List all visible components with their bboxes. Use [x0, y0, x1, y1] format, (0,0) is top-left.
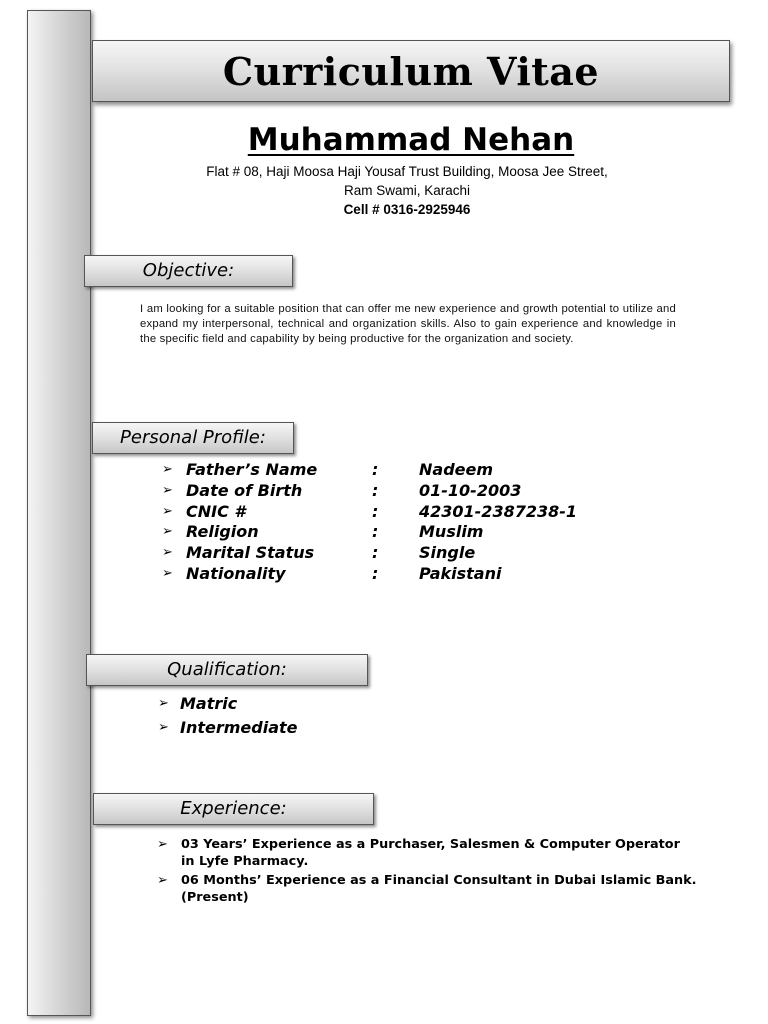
experience-heading: Experience: — [93, 793, 374, 825]
arrow-bullet-icon: ➢ — [158, 696, 169, 711]
arrow-bullet-icon: ➢ — [162, 545, 173, 561]
experience-text: 06 Months’ Experience as a Financial Consultant in Dubai Islamic Bank. (Present) — [181, 873, 697, 905]
profile-colon: : — [372, 501, 379, 521]
arrow-bullet-icon: ➢ — [162, 462, 173, 477]
arrow-bullet-icon: ➢ — [162, 565, 173, 581]
address-line-2: Ram Swami, Karachi — [343, 183, 471, 198]
profile-value: Nadeem — [419, 460, 494, 479]
experience-list — [157, 836, 697, 908]
profile-row-fathers-name — [162, 460, 582, 481]
arrow-bullet-icon: ➢ — [162, 524, 173, 540]
profile-label: Religion — [186, 522, 259, 542]
profile-row-marital-status — [162, 543, 582, 564]
profile-value: Single — [419, 543, 476, 563]
qualification-label: Matric — [180, 694, 238, 713]
profile-label: Nationality — [186, 563, 286, 583]
arrow-bullet-icon: ➢ — [162, 503, 173, 519]
profile-value: Pakistani — [419, 563, 502, 583]
arrow-bullet-icon: ➢ — [162, 482, 173, 498]
cell-number: Cell # 0316-2925946 — [343, 202, 471, 217]
experience-text: 03 Years’ Experience as a Purchaser, Salesmen & Computer Operator in Lyfe Pharmacy. — [181, 837, 680, 869]
arrow-bullet-icon: ➢ — [157, 837, 168, 852]
profile-label: Father’s Name — [186, 460, 318, 479]
profile-colon: : — [372, 563, 379, 583]
qualification-heading: Qualification: — [86, 654, 368, 686]
personal-profile-heading: Personal Profile: — [92, 422, 294, 454]
title-banner — [92, 40, 730, 102]
profile-label: Marital Status — [186, 543, 315, 563]
candidate-name: Muhammad Nehan — [247, 122, 575, 158]
profile-value: 42301-2387238-1 — [419, 501, 578, 521]
document-title: Curriculum Vitae — [222, 49, 600, 94]
address-line-1: Flat # 08, Haji Moosa Haji Yousaf Trust Building, Moosa Jee Street, — [206, 164, 608, 179]
profile-colon: : — [372, 522, 379, 542]
personal-profile-list — [162, 460, 582, 585]
objective-text: I am looking for a suitable position that can offer me new experience and growth potential to utilize and expand my interpersonal, technical and organization skills. Also to gain experience and knowledge in the specific field and capability by being productive for the organization and society. — [140, 303, 676, 345]
qualification-label: Intermediate — [180, 718, 298, 737]
objective-heading: Objective: — [84, 255, 293, 287]
experience-item — [157, 836, 697, 870]
profile-row-religion — [162, 522, 582, 543]
profile-row-cnic — [162, 502, 582, 523]
profile-label: Date of Birth — [186, 480, 303, 500]
experience-item — [157, 872, 697, 906]
profile-colon: : — [372, 460, 379, 479]
profile-value: 01-10-2003 — [419, 480, 522, 500]
arrow-bullet-icon: ➢ — [157, 873, 168, 888]
profile-value: Muslim — [419, 522, 484, 542]
profile-row-date-of-birth — [162, 481, 582, 502]
arrow-bullet-icon: ➢ — [158, 720, 169, 735]
profile-label: CNIC # — [186, 501, 246, 521]
profile-colon: : — [372, 480, 379, 500]
decorative-sidebar — [27, 10, 91, 1016]
profile-colon: : — [372, 543, 379, 563]
profile-row-nationality — [162, 564, 582, 585]
